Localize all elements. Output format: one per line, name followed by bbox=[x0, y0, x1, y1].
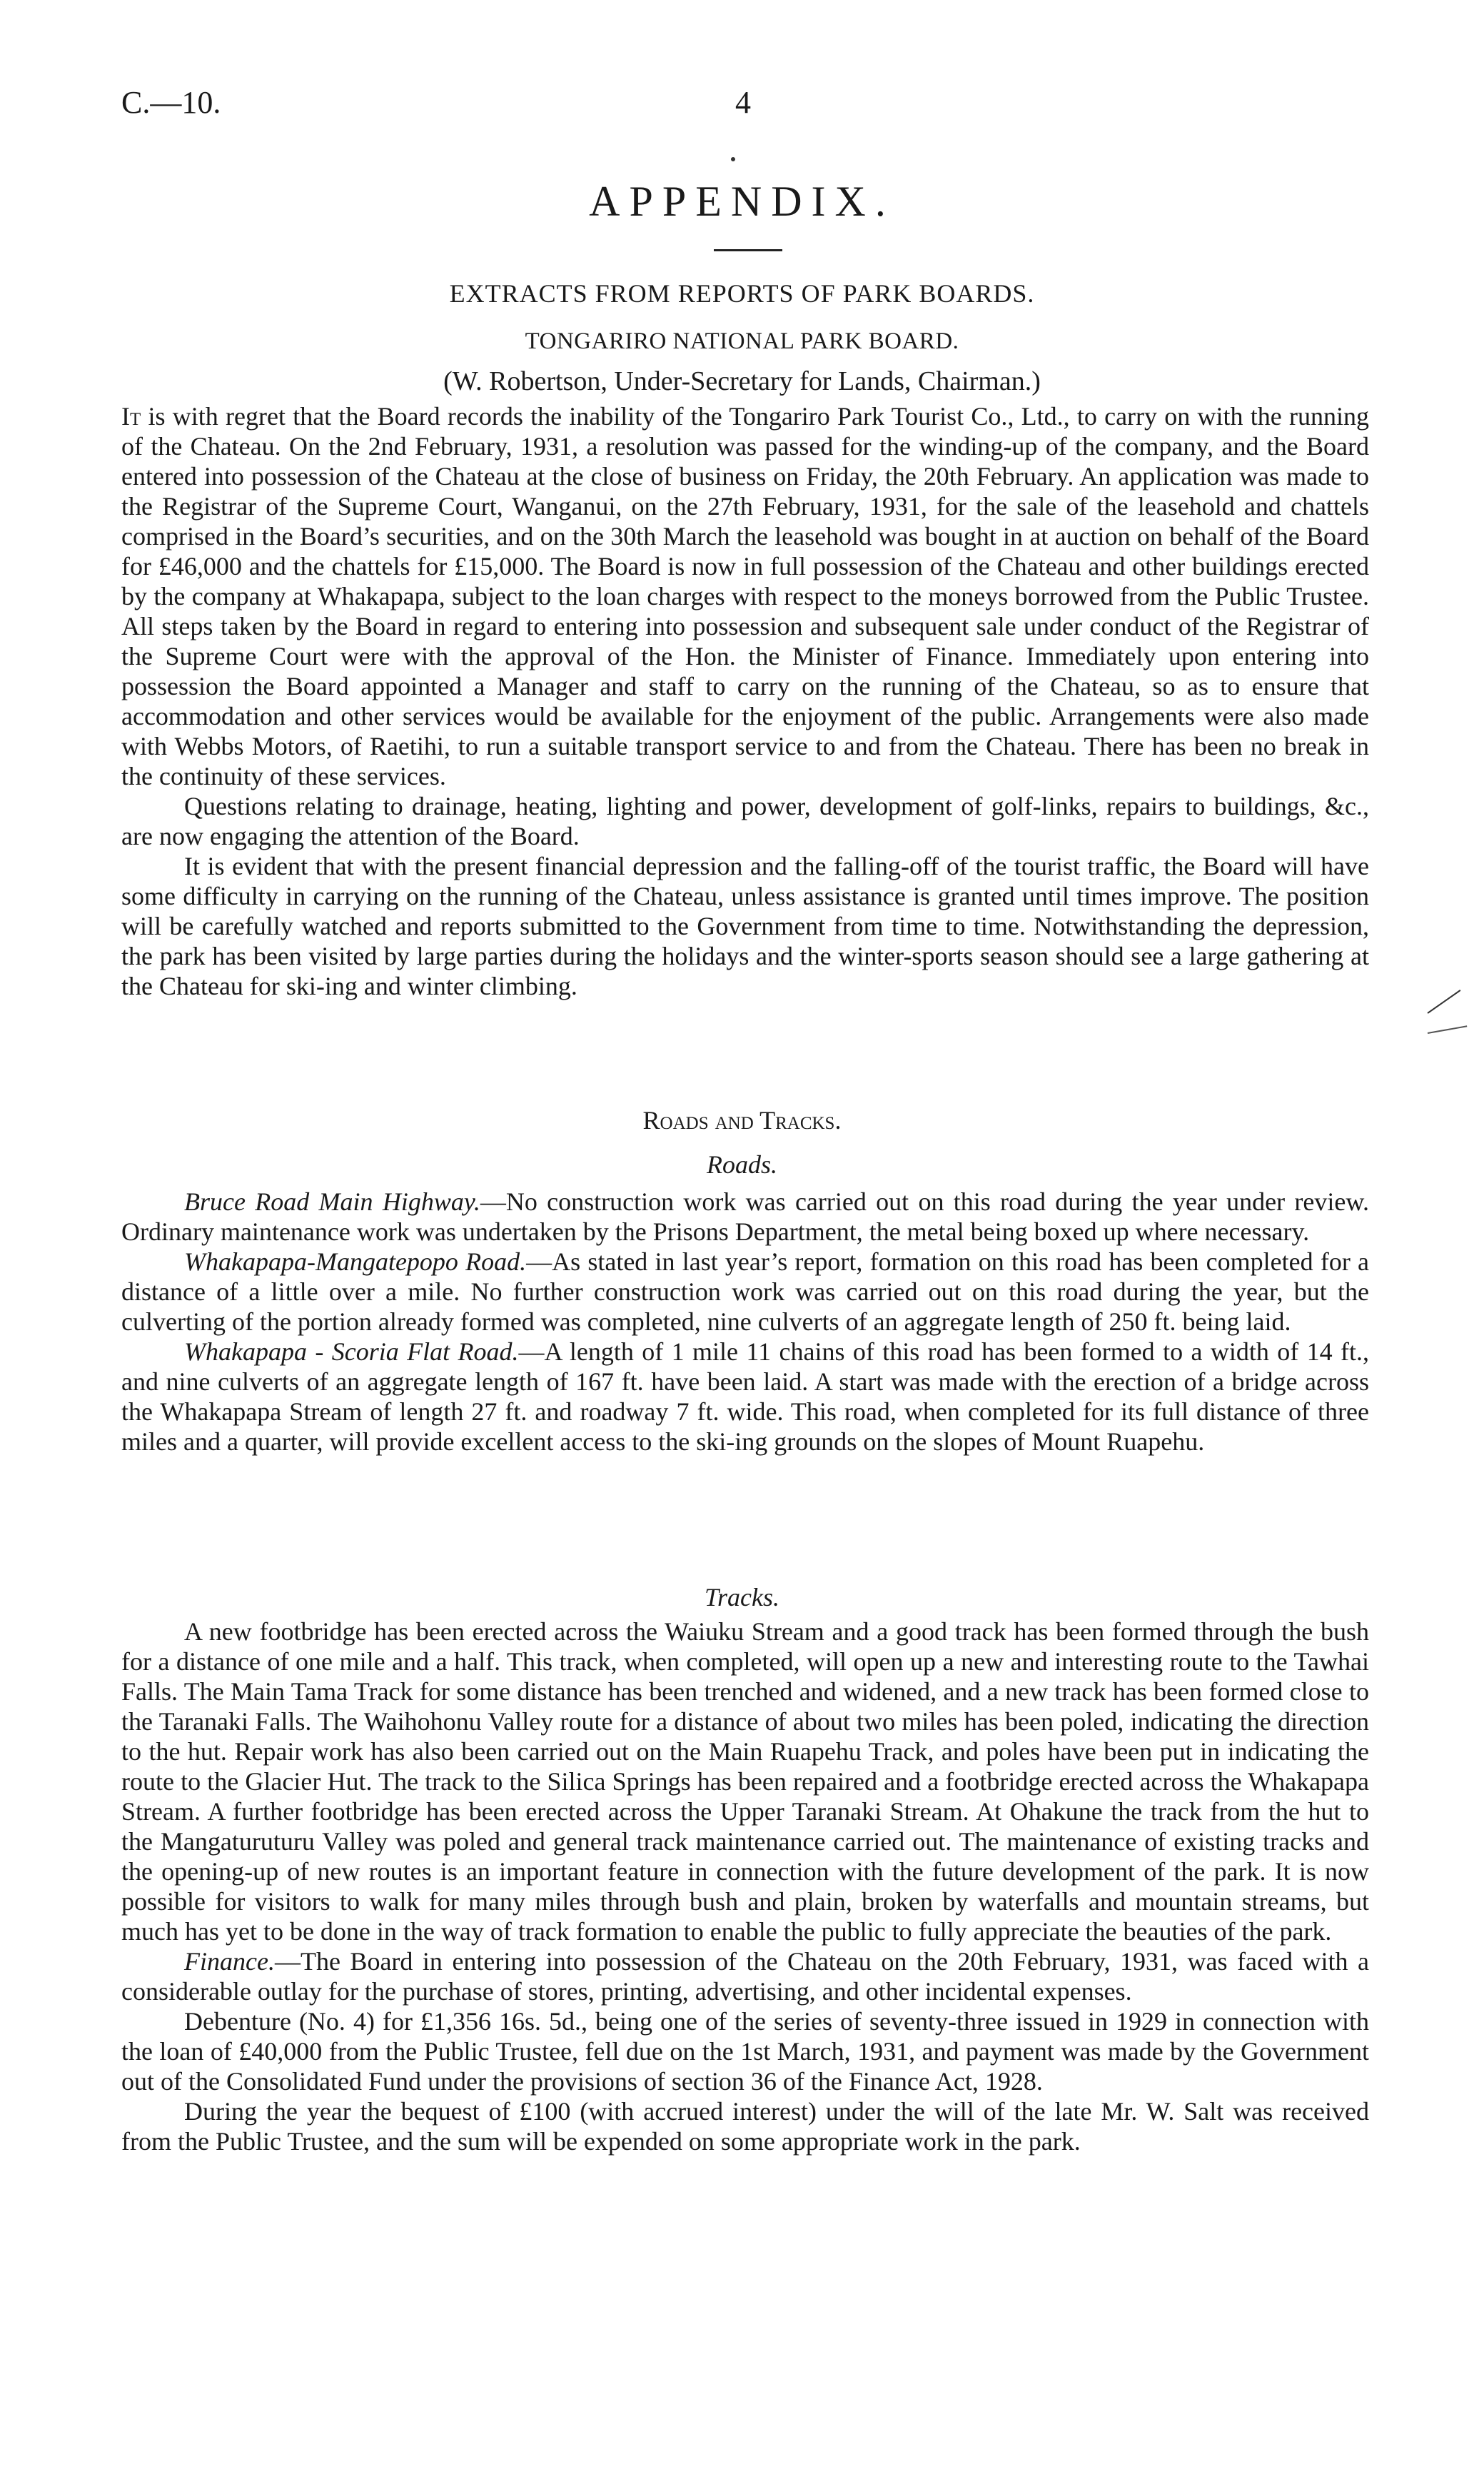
roads-and-tracks-heading: Roads and Tracks. bbox=[642, 1106, 842, 1135]
title-rule bbox=[714, 249, 782, 251]
road-name: Whakapapa - Scoria Flat Road. bbox=[184, 1337, 519, 1366]
finance-label: Finance. bbox=[184, 1947, 275, 1976]
board-title: TONGARIRO NATIONAL PARK BOARD. bbox=[525, 328, 959, 354]
document-reference: C.—10. bbox=[121, 85, 221, 120]
chairman-line: (W. Robertson, Under-Secretary for Lands, Chairman.) bbox=[443, 366, 1041, 396]
tracks-paragraph: A new footbridge has been erected across the Waiuku Stream and a good track has been formed through the bush for a distance of one mile and a half. This track, when completed, will open up a new and interesting route to the Tawhai Falls. The Main Tama Track for some distance has been trenched and widened, and a new track has been formed close to the Taranaki Falls. The Waihohonu Valley route for a distance of about two miles has been poled, indicating the direction to the hut. Repair work has also been carried out on the Main Ruapehu Track, and poles have been put in indicating the route to the Glacier Hut. The track to the Silica Springs has been repaired and a footbridge erected across the Whakapapa Stream. A further footbridge has been erected across the Upper Taranaki Stream. At Ohakune the track from the hut to the Mangaturuturu Valley was poled and general track maintenance carried out. The maintenance of existing tracks and the opening-up of new routes is an important feature in connection with the future development of the park. It is now possible for visitors to walk for many miles through bush and plain, broken by waterfalls and mountain streams, but much has yet to be done in the way of track formation to enable the public to fully appreciate the beauties of the park. bbox=[121, 1617, 1369, 1946]
road-paragraph bbox=[121, 1187, 1369, 1247]
intro-paragraph-2: Questions relating to drainage, heating, lighting and power, development of golf-links, repairs to buildings, &c., are now engaging the attention of the Board. bbox=[121, 792, 1369, 850]
roads-section bbox=[121, 1187, 1369, 1457]
bequest-paragraph: During the year the bequest of £100 (with accrued interest) under the will of the late Mr. W. Salt was received from the Public Trustee, and the sum will be expended on some appropriate work in the park. bbox=[121, 2097, 1369, 2156]
road-name: Whakapapa-Mangatepopo Road. bbox=[184, 1247, 527, 1276]
road-paragraph bbox=[121, 1337, 1369, 1457]
roads-heading: Roads. bbox=[707, 1150, 777, 1179]
intro-paragraph-1 bbox=[121, 401, 1369, 791]
intro-paragraph-3: It is evident that with the present financial depression and the falling-off of the tourist traffic, the Board will have some difficulty in carrying on the running of the Chateau, unless assistance is granted until times improve. The position will be carefully watched and reports submitted to the Government from time to time. Notwithstanding the depression, the park has been visited by large parties during the holidays and the winter-sports season should see a large gathering at the Chateau for ski-ing and winter climbing. bbox=[121, 852, 1369, 1000]
road-text: —No construction work was carried out on this road during the year under review. Ordinary maintenance work was undertaken by the Prisons Department, the metal being boxed up where necessary. bbox=[121, 1187, 1369, 1246]
margin-pencil-mark-2 bbox=[1428, 1025, 1467, 1034]
road-paragraph bbox=[121, 1247, 1369, 1337]
margin-pencil-mark bbox=[1427, 990, 1460, 1014]
debenture-paragraph: Debenture (No. 4) for £1,356 16s. 5d., being one of the series of seventy-three issued in 1929 in connection with the loan of £40,000 from the Public Trustee, fell due on the 1st March, 1931, and payment was made by the Government out of the Consolidated Fund under the provisions of section 36 of the Finance Act, 1928. bbox=[121, 2007, 1369, 2096]
road-text: —As stated in last year’s report, formation on this road has been completed for a distance of a little over a mile. No further construction work was carried out on this road during the year, but the culverting of the portion already formed was completed, nine culverts of an aggregate length of 250 ft. being laid. bbox=[121, 1247, 1369, 1336]
intro-paragraph-1-text: is with regret that the Board records the inability of the Tongariro Park Tourist Co., Ltd., to carry on with the running of the Chateau. On the 2nd February, 1931, a resolution was passed for the winding-up of the company, and the Board entered into possession of the Chateau at the close of business on Friday, the 20th February. An application was made to the Registrar of the Supreme Court, Wanganui, on the 27th February, 1931, for the sale of the leasehold and chattels comprised in the Board’s securities, and on the 30th March the leasehold was bought in at auction on behalf of the Board for £46,000 and the chattels for £15,000. The Board is now in full possession of the Chateau and other buildings erected by the company at Whakapapa, subject to the loan charges with respect to the moneys borrowed from the Public Trustee. All steps taken by the Board in regard to entering into possession and subsequent sale under conduct of the Registrar of the Supreme Court were with the approval of the Hon. the Minister of Finance. Immediately upon entering into possession the Board appointed a Manager and staff to carry on the running of the Chateau, so as to ensure that accommodation and other services would be available for the enjoyment of the public. Arrangements were also made with Webbs Motors, of Raetihi, to run a suitable transport service to and from the Chateau. There has been no break in the continuity of these services. bbox=[121, 402, 1369, 790]
tracks-heading: Tracks. bbox=[704, 1583, 779, 1611]
intro-lead: It bbox=[121, 402, 141, 431]
page-number: 4 bbox=[735, 85, 751, 120]
section-title: EXTRACTS FROM REPORTS OF PARK BOARDS. bbox=[449, 279, 1035, 308]
tracks-section bbox=[121, 1616, 1369, 2156]
finance-text: —The Board in entering into possession of the Chateau on the 20th February, 1931, was faced with a considerable outlay for the purchase of stores, printing, advertising, and other incidental expenses. bbox=[121, 1947, 1369, 2006]
road-text: —A length of 1 mile 11 chains of this road has been formed to a width of 14 ft., and nine culverts of an aggregate length of 167 ft. have been laid. A start was made with the erection of a bridge across the Whakapapa Stream of length 27 ft. and roadway 7 ft. wide. This road, when completed for its full distance of three miles and a quarter, will provide excellent access to the ski-ing grounds on the slopes of Mount Ruapehu. bbox=[121, 1337, 1369, 1456]
intro-section bbox=[121, 401, 1369, 1001]
finance-paragraph bbox=[121, 1946, 1369, 2006]
page-title: APPENDIX. bbox=[589, 178, 895, 225]
road-name: Bruce Road Main Highway. bbox=[184, 1187, 480, 1216]
printer-mark bbox=[731, 157, 735, 161]
